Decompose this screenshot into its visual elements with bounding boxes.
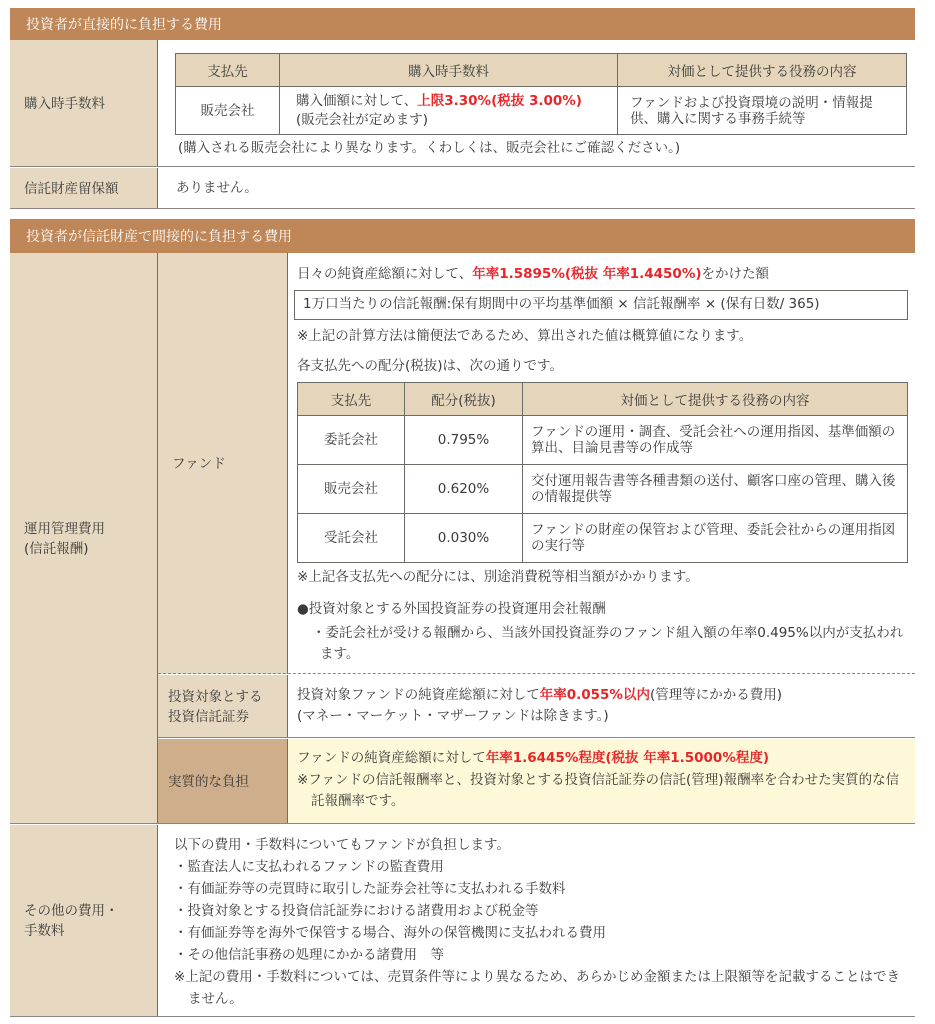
divider: [10, 208, 915, 209]
direct-cost-header: 投資者が直接的に負担する費用: [10, 8, 915, 40]
col-header: 配分(税抜): [405, 383, 523, 416]
fund-fee-line: [297, 264, 769, 285]
label-line: その他の費用・: [24, 903, 119, 919]
rate: 0.795%: [405, 416, 523, 465]
foreign-detail: ・委託会社が受ける報酬から、当該外国投資証券のファンド組入額の年率0.495%以内が支払われます。: [312, 625, 904, 662]
service: ファンドの運用・調査、受託会社への運用指図、基準価額の算出、目論見書等の作成等: [523, 416, 908, 465]
divider: [10, 1016, 915, 1017]
purchase-note: (購入される販売会社により異なります。くわしくは、販売会社にご確認ください。): [178, 140, 681, 156]
other-note: ※上記の費用・手数料については、売買条件等により異なるため、あらかじめ金額または上限額等を記載することはできません。: [174, 969, 900, 1007]
intro: 以下の費用・手数料についてもファンドが負担します。: [174, 837, 510, 853]
tax-note: ※上記各支払先への配分には、別途消費税等相当額がかかります。: [297, 569, 699, 585]
effective-label: 実質的な負担: [158, 739, 288, 824]
fee-prefix: 購入価額に対して、: [296, 92, 418, 109]
service: ファンドおよび投資環境の説明・情報提供、購入に関する事務手続等: [618, 87, 907, 135]
col-header: 対価として提供する役務の内容: [523, 383, 908, 416]
fee-note: (販売会社が定めます): [296, 111, 429, 128]
fee-highlight: 上限3.30%(税抜 3.00%): [417, 92, 582, 109]
fee-highlight: 年率1.5895%(税抜 年率1.4450%): [472, 266, 702, 282]
rate: 0.030%: [405, 514, 523, 563]
list-item: ・投資対象とする投資信託証券における諸費用および税金等: [174, 903, 539, 919]
effective-fee: [297, 748, 769, 769]
fee-highlight: 年率1.6445%程度(税抜 年率1.5000%程度): [485, 750, 770, 766]
mgmt-fee-label: [10, 253, 158, 824]
target-label: [158, 675, 288, 738]
divider: [10, 823, 915, 824]
foreign-title: ●投資対象とする外国投資証券の投資運用会社報酬: [297, 601, 606, 617]
payee: 受託会社: [298, 514, 405, 563]
reserve-label: 信託財産留保額: [10, 168, 158, 209]
text: 投資対象ファンドの純資産総額に対して: [297, 687, 540, 703]
purchase-fee-label: 購入時手数料: [10, 40, 158, 167]
purchase-fee-table: [175, 53, 907, 135]
col-header: 購入時手数料: [280, 54, 618, 87]
purchase-fee-cell: [280, 87, 618, 135]
col-header: 支払先: [176, 54, 280, 87]
service: ファンドの財産の保管および管理、委託会社からの運用指図の実行等: [523, 514, 908, 563]
table-row: [298, 514, 908, 563]
payee: 販売会社: [176, 87, 280, 135]
payee: 委託会社: [298, 416, 405, 465]
reserve-value: ありません。: [176, 180, 258, 196]
label-line: 投資対象とする: [168, 688, 263, 705]
col-header: 対価として提供する役務の内容: [618, 54, 907, 87]
rate: 0.620%: [405, 465, 523, 514]
text: をかけた額: [701, 266, 770, 282]
table-row: [176, 87, 907, 135]
list-item: ・監査法人に支払われるファンドの監査費用: [174, 859, 444, 875]
alloc-intro: 各支払先への配分(税抜)は、次の通りです。: [297, 358, 563, 374]
target-note: (マネー・マーケット・マザーファンドは除きます。): [297, 708, 609, 724]
effective-note: ※ファンドの信託報酬率と、投資対象とする投資信託証券の信託(管理)報酬率を合わせた実質的な信託報酬率です。: [297, 772, 900, 809]
target-fee: [297, 685, 782, 706]
service: 交付運用報告書等各種書類の送付、顧客口座の管理、購入後の情報提供等: [523, 465, 908, 514]
label-line: 投資信託証券: [168, 708, 249, 725]
calc-note: ※上記の計算方法は簡便法であるため、算出された値は概算値になります。: [297, 328, 753, 344]
label-line: (信託報酬): [24, 540, 89, 557]
fee-highlight: 年率0.055%以内: [539, 687, 650, 703]
list-item: ・有価証券等の売買時に取引した証券会社等に支払われる手数料: [174, 881, 566, 897]
text: 日々の純資産総額に対して、: [297, 266, 473, 282]
label-line: 運用管理費用: [24, 520, 105, 537]
divider: [10, 166, 915, 167]
payee: 販売会社: [298, 465, 405, 514]
text: (管理等にかかる費用): [649, 687, 783, 703]
table-row: [298, 465, 908, 514]
fund-label: ファンド: [158, 253, 288, 674]
col-header: 支払先: [298, 383, 405, 416]
dashed-divider: [158, 673, 915, 674]
indirect-cost-header: 投資者が信託財産で間接的に負担する費用: [10, 219, 915, 253]
list-item: ・その他信託事務の処理にかかる諸費用 等: [174, 947, 444, 963]
table-row: [298, 416, 908, 465]
label-line: 手数料: [24, 923, 65, 939]
other-fee-label: [10, 825, 158, 1017]
divider: [158, 737, 915, 738]
list-item: ・有価証券等を海外で保管する場合、海外の保管機関に支払われる費用: [174, 925, 606, 941]
other-fee-content: [174, 834, 909, 1010]
allocation-table: [297, 382, 908, 563]
text: ファンドの純資産総額に対して: [297, 750, 486, 766]
formula-box: 1万口当たりの信託報酬:保有期間中の平均基準価額 × 信託報酬率 × (保有日数/ 365): [294, 290, 908, 320]
